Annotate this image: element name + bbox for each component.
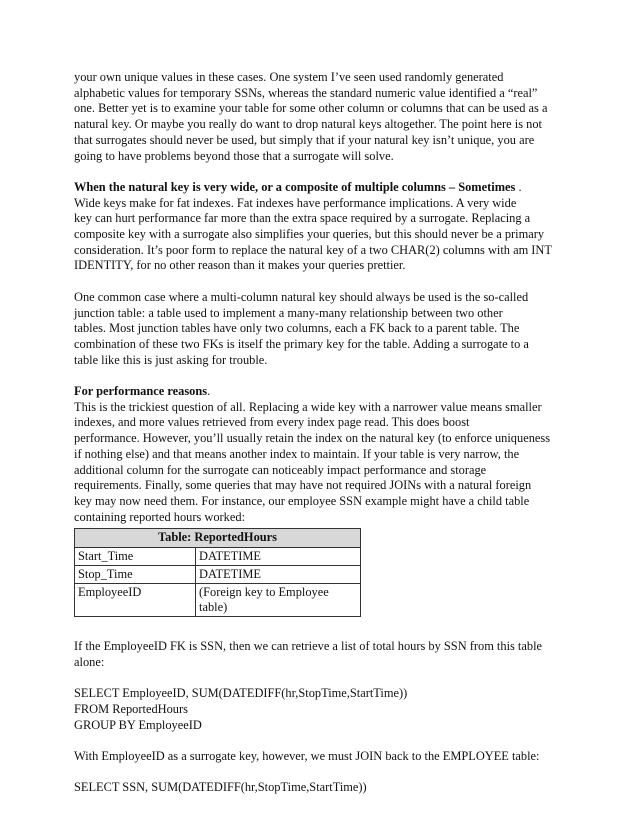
table-cell-column: Start_Time — [75, 547, 196, 565]
table-cell-column: EmployeeID — [75, 583, 196, 616]
heading-tail-text: . — [207, 384, 211, 399]
table-cell-type: DATETIME — [196, 547, 361, 565]
text-line: combination of these two FKs is itself the primary key for the table. Adding a surrogate to a — [74, 336, 529, 351]
text-line: indexes, and more values retrieved from every index page read. This does boost — [74, 415, 470, 430]
text-line: junction table: a table used to implement a many-many relationship between two other — [74, 305, 503, 320]
paragraph-gap — [74, 765, 574, 781]
table-cell-type: (Foreign key to Employee table) — [196, 583, 361, 616]
text-line: One common case where a multi-column natural key should always be used is the so-called — [74, 289, 529, 304]
table-row — [75, 547, 361, 565]
paragraph-surrogate-join — [74, 749, 574, 765]
text-line: This is the trickiest question of all. Replacing a wide key with a narrower value means smaller — [74, 399, 542, 414]
paragraph-junction-table — [74, 290, 574, 369]
section-heading-wide-key — [74, 180, 574, 196]
text-line: natural key. Or maybe you really do want to drop natural keys altogether. The point here is not — [74, 117, 542, 132]
text-line: alphabetic values for temporary SSNs, whereas the standard numeric value identified a “real” — [74, 85, 538, 100]
paragraph-gap — [74, 164, 574, 180]
table-cell-type: DATETIME — [196, 565, 361, 583]
paragraph-gap — [74, 274, 574, 290]
text-line: key can hurt performance far more than the extra space required by a surrogate. Replacing a — [74, 211, 531, 226]
text-line: alone: — [74, 654, 105, 669]
section-heading-performance — [74, 384, 574, 400]
text-line: if nothing else) and that means another index to maintain. If your table is very narrow, the — [74, 446, 520, 461]
paragraph-gap — [74, 623, 574, 639]
text-line: Wide keys make for fat indexes. Fat indexes have performance implications. A very wide — [74, 195, 517, 210]
text-line: your own unique values in these cases. One system I’ve seen used randomly generated — [74, 70, 504, 84]
table-header-row — [75, 529, 361, 547]
document-page — [74, 70, 574, 796]
table-row — [75, 583, 361, 616]
text-line: going to have problems beyond those that a surrogate will solve. — [74, 148, 394, 163]
heading-tail-text: . — [515, 179, 522, 194]
text-line: If the EmployeeID FK is SSN, then we can retrieve a list of total hours by SSN from this table — [74, 639, 543, 654]
text-line: performance. However, you’ll usually retain the index on the natural key (to enforce uniqueness — [74, 431, 551, 446]
text-line: consideration. It’s poor form to replace the natural key of a two CHAR(2) columns with am INT — [74, 242, 552, 257]
paragraph-wide-keys — [74, 196, 574, 275]
reported-hours-table — [74, 528, 361, 617]
paragraph-gap — [74, 368, 574, 384]
heading-bold-text: When the natural key is very wide, or a composite of multiple columns – Sometimes — [74, 179, 516, 194]
code-line: GROUP BY EmployeeID — [74, 717, 202, 732]
paragraph-unique-values — [74, 70, 574, 164]
paragraph-gap — [74, 733, 574, 749]
text-line: one. Better yet is to examine your table for some other column or columns that can be used as a — [74, 101, 548, 116]
text-line: additional column for the surrogate can noticeably impact performance and storage — [74, 462, 487, 477]
paragraph-ssn-fk — [74, 639, 574, 670]
heading-bold-text: For performance reasons — [74, 384, 208, 399]
table-row — [75, 565, 361, 583]
table-title: Table: ReportedHours — [75, 529, 361, 547]
text-line: that surrogates should never be used, but simply that if your natural key isn’t unique, you are — [74, 132, 535, 147]
code-block-query-2 — [74, 780, 574, 796]
paragraph-performance — [74, 400, 574, 526]
code-line: SELECT SSN, SUM(DATEDIFF(hr,StopTime,StartTime)) — [74, 780, 367, 795]
code-line: FROM ReportedHours — [74, 701, 188, 716]
text-line: containing reported hours worked: — [74, 509, 246, 524]
paragraph-gap — [74, 670, 574, 686]
text-line: With EmployeeID as a surrogate key, however, we must JOIN back to the EMPLOYEE table: — [74, 748, 540, 763]
code-line: SELECT EmployeeID, SUM(DATEDIFF(hr,StopTime,StartTime)) — [74, 686, 408, 701]
text-line: composite key with a surrogate also simplifies your queries, but this should never be a primary — [74, 227, 545, 242]
table-cell-column: Stop_Time — [75, 565, 196, 583]
text-line: key may now need them. For instance, our employee SSN example might have a child table — [74, 493, 530, 508]
code-block-query-1 — [74, 686, 574, 733]
text-line: requirements. Finally, some queries that may have not required JOINs with a natural foreign — [74, 478, 532, 493]
text-line: table like this is just asking for trouble. — [74, 352, 268, 367]
text-line: IDENTITY, for no other reason than it makes your queries prettier. — [74, 258, 406, 273]
text-line: tables. Most junction tables have only two columns, each a FK back to a parent table. The — [74, 321, 520, 336]
